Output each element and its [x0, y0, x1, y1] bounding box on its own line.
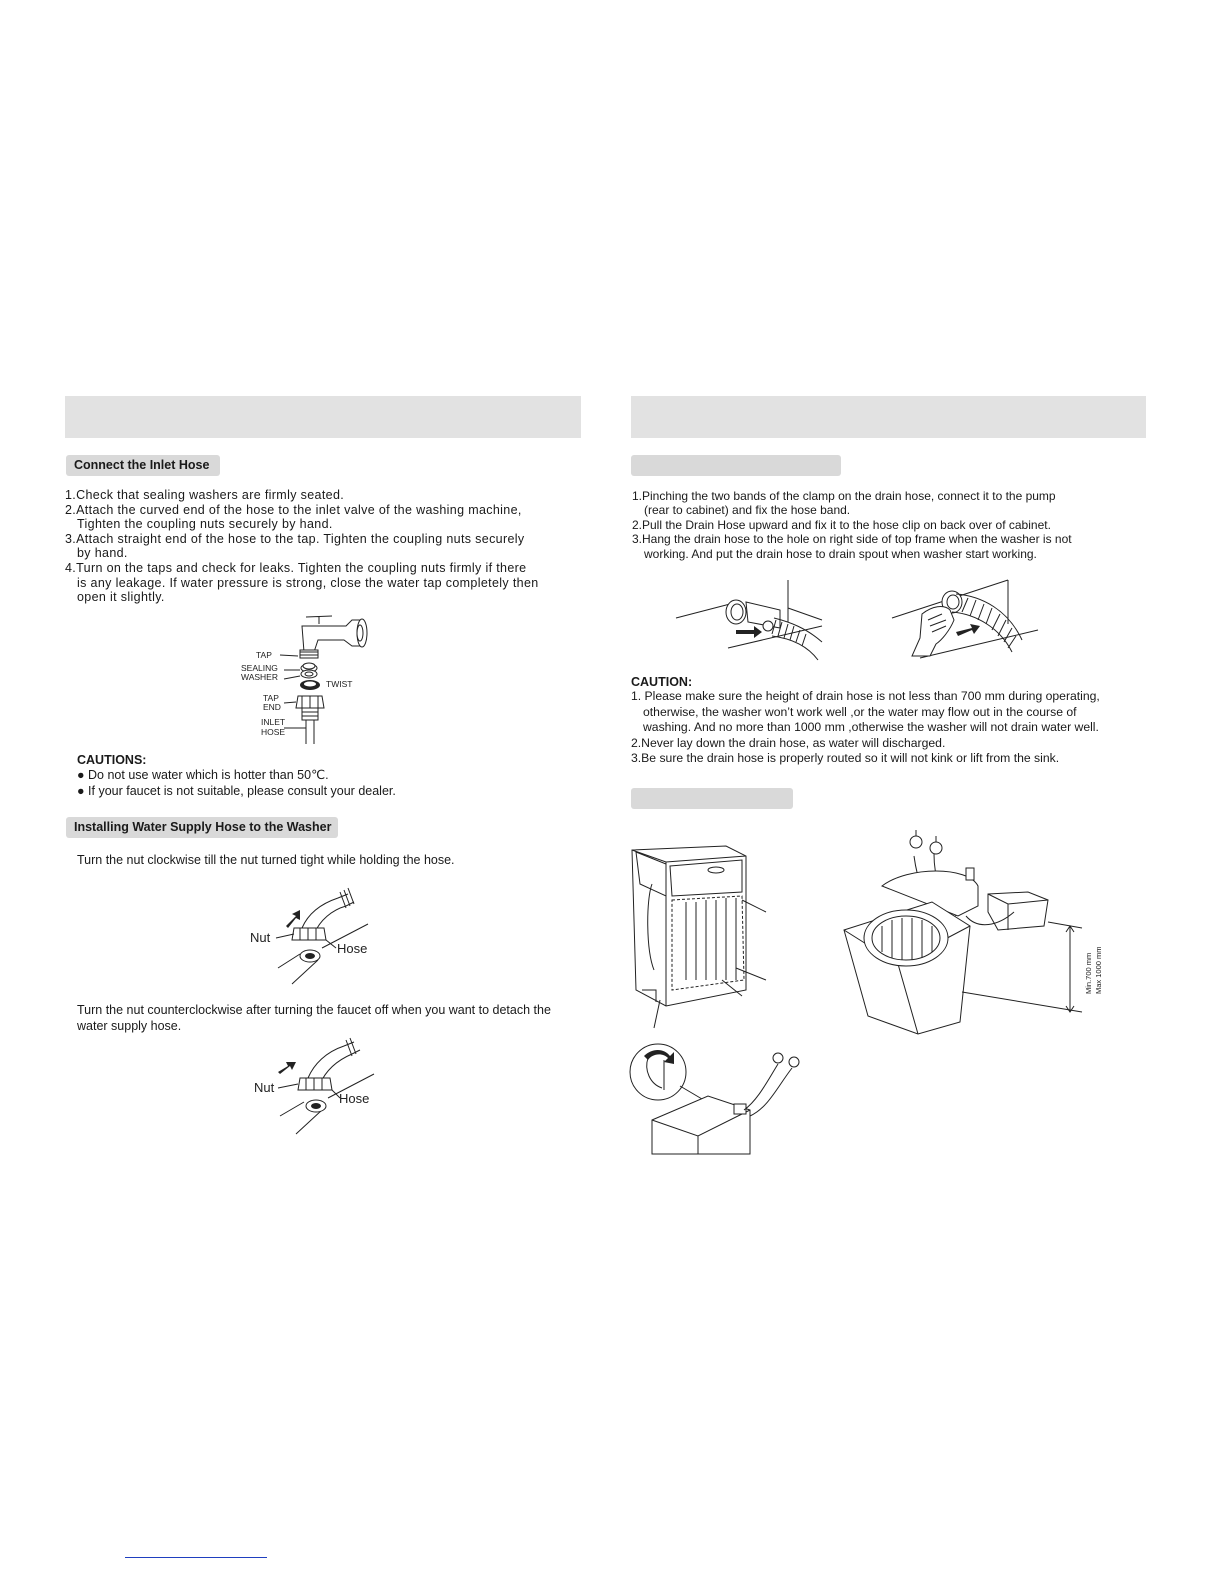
step-line: 2.Pull the Drain Hose upward and fix it to the hose clip on back over of cabinet.	[632, 517, 1051, 532]
cautions-list	[77, 768, 577, 799]
coupling-nut-icon	[296, 696, 324, 744]
installing-water-supply-pill: Installing Water Supply Hose to the Washer	[66, 817, 338, 838]
washer-label: WASHER	[241, 672, 278, 682]
tap-label: TAP	[256, 650, 272, 660]
right-header-bar	[631, 396, 1146, 438]
step-line-continued: (rear to cabinet) and fix the hose band.	[644, 503, 851, 518]
sealing-washer-icon	[301, 663, 317, 678]
push-arrow-icon	[736, 626, 762, 638]
step-line-continued: working. And put the drain hose to drain spout when washer start working.	[644, 546, 1037, 561]
sealing-label: SEALING	[241, 663, 278, 673]
nut-counterclockwise-diagram	[250, 1038, 380, 1138]
max-height-label: Max 1000 mm	[1094, 946, 1103, 994]
faucet-icon	[300, 616, 367, 658]
tap-end-label-2: END	[263, 702, 281, 712]
drain-hose-clamp-diagram-2	[892, 580, 1042, 660]
step-line: 2.Never lay down the drain hose, as water will discharged.	[631, 735, 946, 750]
footer-link-underline[interactable]	[125, 1557, 267, 1558]
inlet-hose-label-2: HOSE	[261, 727, 286, 737]
hose-label: Hose	[339, 1091, 370, 1106]
counterclockwise-arrow-icon	[278, 1062, 296, 1074]
tap-end-label-1: TAP	[263, 693, 279, 703]
hose-label: Hose	[337, 941, 368, 956]
left-header-bar	[65, 396, 581, 438]
step-line: 1.Pinching the two bands of the clamp on the drain hose, connect it to the pump	[632, 489, 1056, 503]
twist-label: TWIST	[326, 679, 353, 689]
min-height-label: Min.700 mm	[1084, 952, 1093, 994]
step-line: 3.Be sure the drain hose is properly routed so it will not kink or lift from the sink.	[631, 751, 1060, 766]
washer-back-view-diagram	[626, 840, 776, 1030]
caution-item: ● If your faucet is not suitable, please consult your dealer.	[77, 783, 396, 798]
drain-caution-list	[631, 689, 1171, 767]
tap-assembly-diagram	[236, 608, 406, 744]
step-line-continued: washing. And no more than 1000 mm ,otherwise the washer will not drain water well.	[643, 720, 1099, 735]
nut-clockwise-diagram	[248, 888, 378, 988]
step-line: 3.Hang the drain hose to the hole on right side of top frame when the washer is not	[632, 532, 1072, 547]
washer-hose-detail-diagram	[628, 1040, 808, 1154]
step-line-continued: by hand.	[77, 546, 128, 561]
drain-height-pill	[631, 788, 793, 809]
clockwise-arrow-icon	[286, 910, 300, 928]
nut-label: Nut	[250, 930, 271, 945]
drain-hose-clamp-diagram-1	[676, 580, 826, 660]
cautions-title: CAUTIONS:	[77, 753, 147, 767]
inlet-hose-label-1: INLET	[261, 717, 286, 727]
step-line-continued: Tighten the coupling nuts securely by hand.	[77, 517, 333, 532]
step-line-continued: is any leakage. If water pressure is strong, close the water tap completely then	[77, 575, 539, 590]
turn-counterclockwise-text: Turn the nut counterclockwise after turning the faucet off when you want to detach the water supply hose.	[77, 1003, 551, 1033]
nut-label: Nut	[254, 1080, 275, 1095]
step-line: 1. Please make sure the height of drain hose is not less than 700 mm during operating,	[631, 689, 1100, 703]
drain-steps-list	[632, 489, 1152, 561]
step-line-continued: otherwise, the washer won’t work well ,or the water may flow out in the course of	[643, 704, 1077, 719]
step-line: 3.Attach straight end of the hose to the tap. Tighten the coupling nuts securely	[65, 531, 525, 546]
inlet-steps-list	[65, 488, 585, 605]
caution-item: ● Do not use water which is hotter than 50℃.	[77, 768, 329, 782]
step-line-continued: open it slightly.	[77, 590, 165, 605]
step-line: 4.Turn on the taps and check for leaks. Tighten the coupling nuts firmly if there	[65, 560, 527, 575]
washer-drain-height-diagram	[838, 826, 1103, 1036]
push-arrow-icon	[956, 624, 980, 636]
step-line: 2.Attach the curved end of the hose to the inlet valve of the washing machine,	[65, 502, 522, 517]
twist-ring-icon	[300, 680, 320, 690]
turn-clockwise-text: Turn the nut clockwise till the nut turned tight while holding the hose.	[77, 853, 455, 867]
drain-caution-title: CAUTION:	[631, 675, 693, 689]
step-line: 1.Check that sealing washers are firmly seated.	[65, 488, 345, 502]
drain-hose-pill	[631, 455, 841, 476]
connect-inlet-hose-pill: Connect the Inlet Hose	[66, 455, 220, 476]
